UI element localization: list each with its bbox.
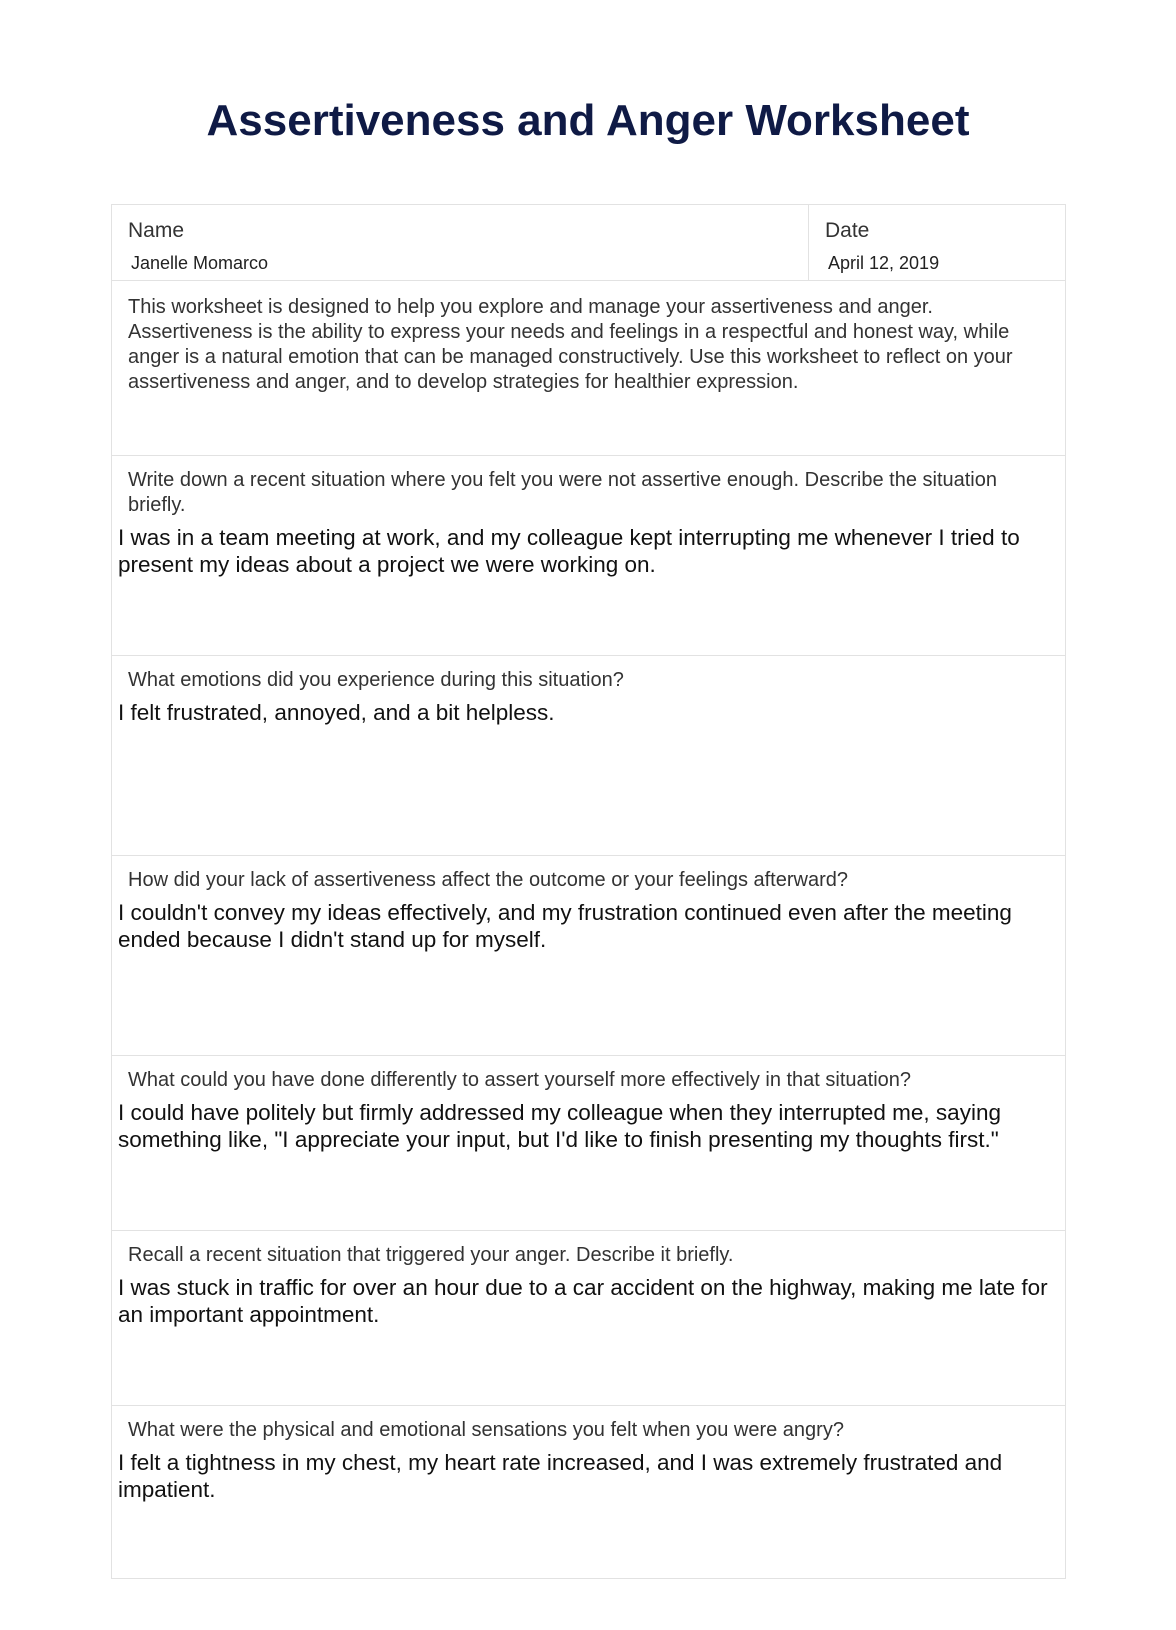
date-field[interactable]: April 12, 2019 xyxy=(828,253,940,273)
question-text: What emotions did you experience during this situation? xyxy=(128,669,624,691)
name-label: Name xyxy=(128,219,185,242)
question-block xyxy=(112,656,1065,856)
page-title: Assertiveness and Anger Worksheet xyxy=(206,96,970,145)
question-text: Recall a recent situation that triggered your anger. Describe it briefly. xyxy=(128,1244,734,1266)
name-field[interactable]: Janelle Momarco xyxy=(131,253,269,273)
worksheet-table xyxy=(111,204,1066,1579)
answer-field[interactable]: I was stuck in traffic for over an hour due to a car accident on the highway, making me late for an important appointment. xyxy=(118,1275,1048,1327)
name-cell xyxy=(112,205,809,280)
answer-field[interactable]: I was in a team meeting at work, and my colleague kept interrupting me whenever I tried to present my ideas about a project we were working on. xyxy=(118,525,1020,577)
header-row xyxy=(112,205,1065,281)
question-text: Write down a recent situation where you felt you were not assertive enough. Describe the situation briefly. xyxy=(128,469,997,516)
question-block xyxy=(112,1231,1065,1406)
question-block xyxy=(112,456,1065,656)
question-block xyxy=(112,1056,1065,1231)
answer-field[interactable]: I couldn't convey my ideas effectively, and my frustration continued even after the meeting ended because I didn't stand up for myself. xyxy=(118,900,1012,952)
intro-text: This worksheet is designed to help you explore and manage your assertiveness and anger. Assertiveness is the ability to express your needs and feelings in a respectful and honest way, while anger is a natural emotion that can be managed constructively. Use this worksheet to reflect on your assertiveness and anger, and to develop strategies for healthier expression. xyxy=(112,281,1065,456)
answer-field[interactable]: I felt frustrated, annoyed, and a bit helpless. xyxy=(118,700,555,725)
date-label: Date xyxy=(825,219,870,242)
question-block xyxy=(112,856,1065,1056)
question-text: How did your lack of assertiveness affect the outcome or your feelings afterward? xyxy=(128,869,848,891)
question-text: What could you have done differently to assert yourself more effectively in that situation? xyxy=(128,1069,912,1091)
answer-field[interactable]: I could have politely but firmly addressed my colleague when they interrupted me, saying something like, "I appreciate your input, but I'd like to finish presenting my thoughts first." xyxy=(118,1100,1001,1152)
question-block xyxy=(112,1406,1065,1578)
answer-field[interactable]: I felt a tightness in my chest, my heart rate increased, and I was extremely frustrated and impatient. xyxy=(118,1450,1003,1502)
date-cell xyxy=(809,205,1065,280)
question-text: What were the physical and emotional sensations you felt when you were angry? xyxy=(128,1419,844,1441)
